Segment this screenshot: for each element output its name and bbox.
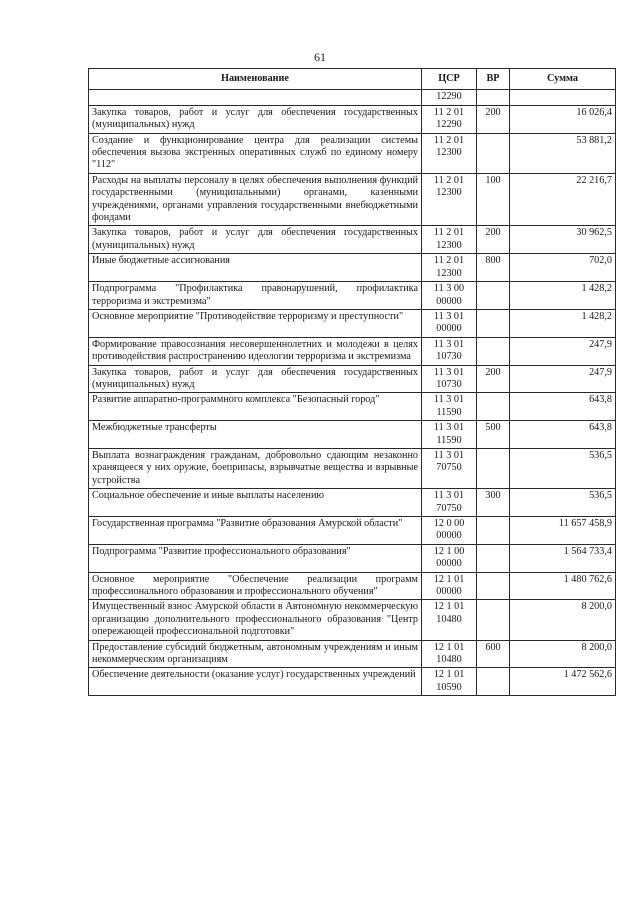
row-sum-cell: 1 480 762,6 [510,572,616,600]
row-csr-cell: 11 2 01 12300 [422,173,477,226]
row-csr-cell: 12 1 01 10480 [422,600,477,640]
row-name-cell: Основное мероприятие "Противодействие терроризму и преступности" [89,309,422,337]
table-row [89,254,616,282]
row-vr-cell: 100 [477,173,510,226]
row-sum-cell: 536,5 [510,448,616,488]
row-sum-cell: 53 881,2 [510,133,616,173]
budget-table [88,68,616,696]
row-name-cell: Обеспечение деятельности (оказание услуг) государственных учреждений [89,668,422,696]
row-name-cell: Социальное обеспечение и иные выплаты населению [89,489,422,517]
row-name-cell: Развитие аппаратно-программного комплекса "Безопасный город" [89,393,422,421]
table-row [89,668,616,696]
row-vr-cell [477,448,510,488]
row-name-cell: Межбюджетные трансферты [89,421,422,449]
row-vr-cell [477,133,510,173]
row-name-cell: Имущественный взнос Амурской области в Автономную некоммерческую организацию дополнительного профессионального образования "Центр опережающей профессиональной подготовки" [89,600,422,640]
row-vr-cell [477,572,510,600]
row-name-cell: Подпрограмма "Развитие профессионального образования" [89,544,422,572]
row-sum-cell: 8 200,0 [510,640,616,668]
row-sum-cell: 1 428,2 [510,309,616,337]
row-sum-cell: 643,8 [510,393,616,421]
row-sum-cell: 536,5 [510,489,616,517]
table-header-row [89,69,616,90]
row-sum-cell: 247,9 [510,337,616,365]
row-name-cell: Формирование правосознания несовершеннолетних и молодежи в целях противодействия распространению идеологии терроризма и экстремизма [89,337,422,365]
row-vr-cell [477,544,510,572]
row-vr-cell: 200 [477,105,510,133]
row-name-cell: Иные бюджетные ассигнования [89,254,422,282]
row-sum-cell: 22 216,7 [510,173,616,226]
row-sum-cell: 30 962,5 [510,226,616,254]
row-vr-cell [477,517,510,545]
header-csr: ЦСР [422,69,477,90]
table-row [89,226,616,254]
table-row [89,448,616,488]
row-sum-cell [510,90,616,105]
header-vr: ВР [477,69,510,90]
row-name-cell: Закупка товаров, работ и услуг для обеспечения государственных (муниципальных) нужд [89,226,422,254]
row-sum-cell: 702,0 [510,254,616,282]
row-vr-cell: 600 [477,640,510,668]
row-csr-cell: 11 3 01 70750 [422,489,477,517]
table-row [89,337,616,365]
row-vr-cell [477,282,510,310]
table-row [89,105,616,133]
row-name-cell: Подпрограмма "Профилактика правонарушений, профилактика терроризма и экстремизма" [89,282,422,310]
table-row [89,421,616,449]
row-csr-cell: 12 1 01 10480 [422,640,477,668]
row-vr-cell [477,393,510,421]
row-sum-cell: 1 564 733,4 [510,544,616,572]
row-vr-cell [477,600,510,640]
row-csr-cell: 11 2 01 12290 [422,105,477,133]
row-name-cell: Выплата вознаграждения гражданам, добровольно сдающим незаконно хранящееся у них оружие, боеприпасы, взрывчатые вещества и взрывные устройства [89,448,422,488]
header-name: Наименование [89,69,422,90]
table-row [89,489,616,517]
row-vr-cell [477,668,510,696]
table-row [89,309,616,337]
row-vr-cell [477,337,510,365]
table-row [89,393,616,421]
row-csr-cell: 12 1 00 00000 [422,544,477,572]
row-vr-cell: 200 [477,365,510,393]
row-csr-cell: 11 2 01 12300 [422,254,477,282]
table-row [89,282,616,310]
row-name-cell: Расходы на выплаты персоналу в целях обеспечения выполнения функций государственными (муниципальными) органами, казенными учреждениями, органами управления государственными внебюджетными фондами [89,173,422,226]
row-sum-cell: 247,9 [510,365,616,393]
row-name-cell: Государственная программа "Развитие образования Амурской области" [89,517,422,545]
page-number: 61 [314,50,326,64]
row-csr-cell: 11 3 01 00000 [422,309,477,337]
table-row [89,572,616,600]
row-name-cell: Создание и функционирование центра для реализации системы обеспечения вызова экстренных оперативных служб по единому номеру "112" [89,133,422,173]
row-vr-cell [477,90,510,105]
row-name-cell: Закупка товаров, работ и услуг для обеспечения государственных (муниципальных) нужд [89,105,422,133]
row-csr-cell: 11 3 01 10730 [422,337,477,365]
row-csr-cell: 11 3 01 11590 [422,421,477,449]
table-row [89,600,616,640]
row-csr-cell: 11 3 01 70750 [422,448,477,488]
row-name-cell: Закупка товаров, работ и услуг для обеспечения государственных (муниципальных) нужд [89,365,422,393]
row-sum-cell: 1 428,2 [510,282,616,310]
table-row [89,133,616,173]
row-csr-cell: 12 1 01 10590 [422,668,477,696]
row-vr-cell: 200 [477,226,510,254]
row-csr-cell: 11 2 01 12300 [422,226,477,254]
row-sum-cell: 1 472 562,6 [510,668,616,696]
table-row [89,640,616,668]
row-vr-cell: 800 [477,254,510,282]
row-csr-cell: 11 3 01 11590 [422,393,477,421]
row-vr-cell [477,309,510,337]
table-row [89,517,616,545]
row-name-cell [89,90,422,105]
row-csr-cell: 12 0 00 00000 [422,517,477,545]
row-sum-cell: 16 026,4 [510,105,616,133]
header-sum: Сумма [510,69,616,90]
row-csr-cell: 12290 [422,90,477,105]
table-row [89,365,616,393]
table-row [89,173,616,226]
table-row [89,544,616,572]
table-row [89,90,616,105]
row-vr-cell: 500 [477,421,510,449]
table-body [89,90,616,696]
row-csr-cell: 11 3 00 00000 [422,282,477,310]
row-vr-cell: 300 [477,489,510,517]
row-name-cell: Основное мероприятие "Обеспечение реализации программ профессионального образования и профессионального обучения" [89,572,422,600]
row-csr-cell: 11 2 01 12300 [422,133,477,173]
row-sum-cell: 643,8 [510,421,616,449]
row-csr-cell: 11 3 01 10730 [422,365,477,393]
row-sum-cell: 8 200,0 [510,600,616,640]
row-csr-cell: 12 1 01 00000 [422,572,477,600]
row-sum-cell: 11 657 458,9 [510,517,616,545]
row-name-cell: Предоставление субсидий бюджетным, автономным учреждениям и иным некоммерческим организациям [89,640,422,668]
